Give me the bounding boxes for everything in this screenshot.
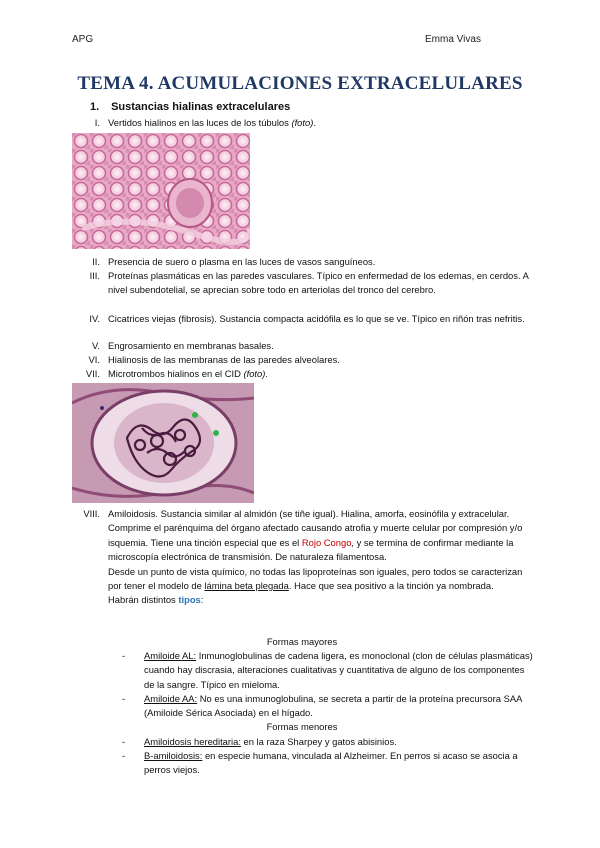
- formas-mayores-heading: Formas mayores: [266, 636, 338, 647]
- numeral: I.: [94, 117, 100, 128]
- tipos-text: tipos: [178, 594, 201, 606]
- item-text: Vertidos hialinos en las luces de los túbulos (foto).: [108, 117, 316, 128]
- numeral: VI.: [88, 354, 100, 365]
- page-title: TEMA 4. ACUMULACIONES EXTRACELULARES: [77, 73, 523, 94]
- item-text: Engrosamiento en membranas basales.: [108, 340, 274, 351]
- item-text: Amiloidosis. Sustancia similar al almidón (se tiñe igual). Hialina, amorfa, eosinófila y extracelular. Comprime el parénquima del órgano afectado causando atrofia y muerte celular por compresión y/o isquemia. Tiene una tinción especial que es el Rojo Congo, y se termina de confirmar mediante la microscopía electrónica de transmisión. De naturaleza filamentosa. Desde un punto de vista químico, no todas las lipoproteínas son iguales, pero todos se caracterizan por tener el modelo de lámina beta plegada. Hace que sea positivo a la tinción ya nombrada. Habrán distintos tipos:: [108, 508, 523, 606]
- section-title: Sustancias hialinas extracelulares: [111, 101, 291, 113]
- numeral: VII.: [85, 368, 100, 379]
- item-text: Microtrombos hialinos en el CID (foto).: [108, 368, 268, 379]
- rojo-congo-text: Rojo Congo: [301, 536, 352, 548]
- item-text: Presencia de suero o plasma en las luces de vasos sanguíneos.: [108, 256, 376, 267]
- glomerulus-photo: [72, 383, 254, 503]
- item-text: Proteínas plasmáticas en las paredes vasculares. Típico en enfermedad de los edemas, en cerdos. A nivel subendotelial, se aprecian sobre todo en arteriolas del tronco del cerebro.: [108, 270, 529, 296]
- header-left: APG: [72, 34, 94, 45]
- numeral: III.: [89, 270, 100, 281]
- numeral: IV.: [89, 313, 100, 324]
- section-number: 1.: [90, 101, 100, 113]
- section-heading: [90, 101, 290, 113]
- numeral: II.: [92, 256, 100, 267]
- numeral: V.: [92, 340, 100, 351]
- renal-tubules-photo: [72, 133, 250, 249]
- item-text: Cicatrices viejas (fibrosis). Sustancia compacta acidófila es lo que se ve. Típico en riñón tras nefritis.: [108, 313, 525, 324]
- lamina-beta-text: lámina beta plegada: [204, 580, 289, 592]
- header-right: Emma Vivas: [425, 34, 481, 45]
- item-text: Hialinosis de las membranas de las paredes alveolares.: [108, 354, 340, 365]
- numeral: VIII.: [83, 508, 100, 519]
- renal-tubules-image: [72, 133, 250, 249]
- formas-menores-heading: Formas menores: [266, 721, 338, 732]
- glomerulus-image: [72, 383, 254, 503]
